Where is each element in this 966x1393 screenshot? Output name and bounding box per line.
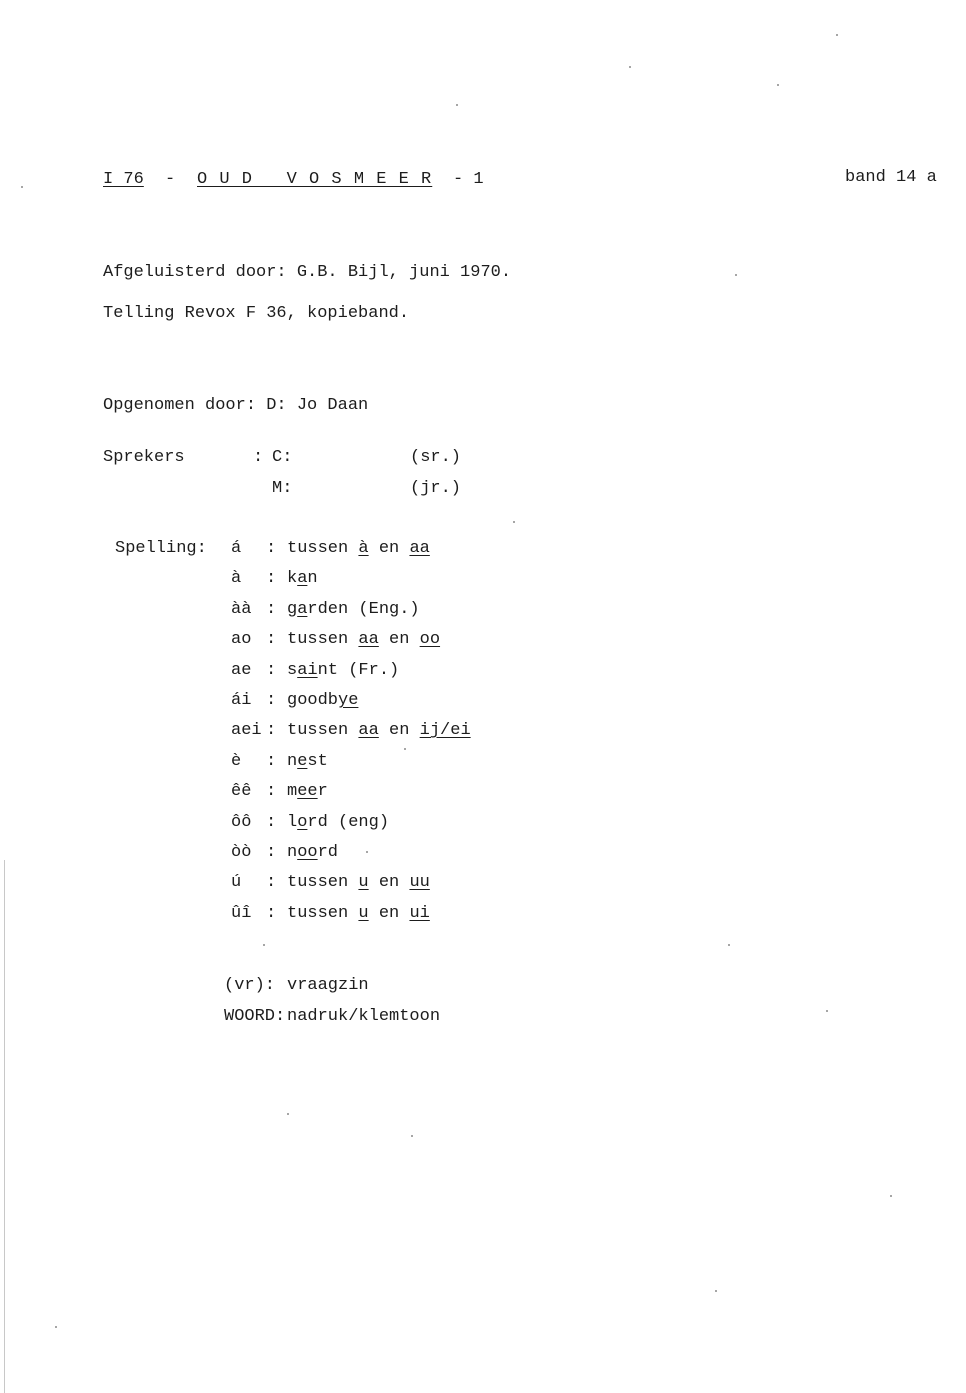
- scan-speck: [777, 84, 779, 86]
- spelling-description: [287, 813, 389, 833]
- description-text: l: [287, 813, 298, 832]
- spelling-symbol: è: [231, 752, 242, 771]
- description-text: tussen: [287, 721, 359, 740]
- recorded-by-line: Opgenomen door: D: Jo Daan: [103, 396, 369, 415]
- speaker-note: (sr.): [410, 448, 462, 467]
- spelling-colon: :: [266, 721, 277, 740]
- underlined-example: a: [297, 569, 308, 588]
- spelling-colon: :: [266, 691, 277, 710]
- spelling-description: [287, 539, 430, 559]
- description-text: en: [368, 904, 410, 923]
- spelling-colon: :: [266, 539, 277, 558]
- description-text: rd (eng): [307, 813, 390, 832]
- scan-speck: [411, 1135, 413, 1137]
- counter-line: Telling Revox F 36, kopieband.: [103, 304, 410, 323]
- legend-value: nadruk/klemtoon: [287, 1007, 441, 1026]
- scan-speck: [21, 186, 23, 188]
- description-text: rd: [317, 843, 339, 862]
- scan-speck: [715, 1290, 717, 1292]
- underlined-example: aa: [409, 539, 430, 558]
- spelling-colon: :: [266, 752, 277, 771]
- spelling-description: [287, 630, 440, 650]
- spelling-symbol: á: [231, 539, 242, 558]
- underlined-example: e: [297, 752, 308, 771]
- header-dash: -: [165, 170, 176, 189]
- scan-speck: [728, 944, 730, 946]
- description-text: tussen: [287, 904, 359, 923]
- spelling-colon: :: [266, 813, 277, 832]
- speaker-code: C:: [272, 448, 293, 467]
- underlined-example: ij/ei: [419, 721, 471, 740]
- spelling-symbol: ûî: [231, 904, 252, 923]
- scan-speck: [456, 104, 458, 106]
- spelling-symbol: à: [231, 569, 242, 588]
- description-text: tussen: [287, 539, 359, 558]
- band-label: band 14 a: [845, 168, 937, 187]
- spelling-colon: :: [266, 569, 277, 588]
- spelling-description: [287, 691, 358, 711]
- speakers-label: Sprekers: [103, 448, 185, 467]
- description-text: tussen: [287, 873, 359, 892]
- scan-speck: [890, 1195, 892, 1197]
- scan-speck: [513, 521, 515, 523]
- spelling-colon: :: [266, 661, 277, 680]
- spelling-colon: :: [266, 843, 277, 862]
- spelling-symbol: ae: [231, 661, 252, 680]
- underlined-example: u: [358, 873, 369, 892]
- document-code: I 76: [103, 170, 144, 189]
- spelling-label: Spelling:: [115, 539, 207, 558]
- description-text: n: [307, 569, 318, 588]
- spelling-colon: :: [266, 600, 277, 619]
- description-text: en: [378, 721, 420, 740]
- spelling-description: [287, 752, 328, 772]
- description-text: en: [368, 873, 410, 892]
- spelling-description: [287, 721, 471, 741]
- scan-speck: [836, 34, 838, 36]
- spelling-symbol: ái: [231, 691, 252, 710]
- document-title: O U D V O S M E E R: [197, 170, 433, 189]
- spelling-description: [287, 600, 420, 620]
- spelling-symbol: òò: [231, 843, 252, 862]
- underlined-example: ui: [409, 904, 430, 923]
- spelling-symbol: ú: [231, 873, 242, 892]
- scan-speck: [263, 944, 265, 946]
- listened-by-line: Afgeluisterd door: G.B. Bijl, juni 1970.: [103, 263, 512, 282]
- description-text: n: [287, 752, 298, 771]
- scan-speck: [55, 1326, 57, 1328]
- description-text: nt (Fr.): [317, 661, 400, 680]
- description-text: r: [317, 782, 328, 801]
- description-text: g: [287, 600, 298, 619]
- underlined-example: ye: [338, 691, 359, 710]
- description-text: en: [378, 630, 420, 649]
- spelling-symbol: aei: [231, 721, 262, 740]
- description-text: goodb: [287, 691, 339, 710]
- spelling-colon: :: [266, 904, 277, 923]
- spelling-description: [287, 661, 399, 681]
- spelling-description: [287, 569, 318, 589]
- legend-key: (vr):: [224, 976, 276, 995]
- spelling-symbol: àà: [231, 600, 252, 619]
- spelling-description: [287, 782, 328, 802]
- scan-speck: [826, 1010, 828, 1012]
- underlined-example: ai: [297, 661, 318, 680]
- description-text: s: [287, 661, 298, 680]
- scan-speck: [287, 1113, 289, 1115]
- underlined-example: oo: [419, 630, 441, 649]
- underlined-example: oo: [297, 843, 318, 862]
- legend-value: vraagzin: [287, 976, 369, 995]
- scan-edge-line: [4, 860, 5, 1393]
- spelling-symbol: ôô: [231, 813, 252, 832]
- speaker-separator: :: [253, 448, 264, 467]
- scan-speck: [404, 748, 406, 750]
- scan-speck: [735, 274, 737, 276]
- underlined-example: ee: [297, 782, 318, 801]
- spelling-colon: :: [266, 630, 277, 649]
- speaker-note: (jr.): [410, 479, 462, 498]
- description-text: k: [287, 569, 298, 588]
- spelling-symbol: ao: [231, 630, 252, 649]
- underlined-example: o: [297, 813, 308, 832]
- description-text: n: [287, 843, 298, 862]
- underlined-example: a: [297, 600, 308, 619]
- spelling-colon: :: [266, 782, 277, 801]
- underlined-example: u: [358, 904, 369, 923]
- description-text: st: [307, 752, 328, 771]
- scan-speck: [629, 66, 631, 68]
- underlined-example: uu: [409, 873, 430, 892]
- underlined-example: aa: [358, 630, 379, 649]
- spelling-symbol: êê: [231, 782, 252, 801]
- spelling-description: [287, 904, 430, 924]
- description-text: m: [287, 782, 298, 801]
- spelling-colon: :: [266, 873, 277, 892]
- underlined-example: aa: [358, 721, 379, 740]
- speaker-code: M:: [272, 479, 293, 498]
- page-indicator: - 1: [453, 170, 484, 189]
- underlined-example: à: [358, 539, 369, 558]
- spelling-description: [287, 843, 338, 863]
- description-text: en: [368, 539, 410, 558]
- description-text: tussen: [287, 630, 359, 649]
- scan-speck: [366, 851, 368, 853]
- legend-key: WOORD:: [224, 1007, 286, 1026]
- spelling-description: [287, 873, 430, 893]
- description-text: rden (Eng.): [307, 600, 420, 619]
